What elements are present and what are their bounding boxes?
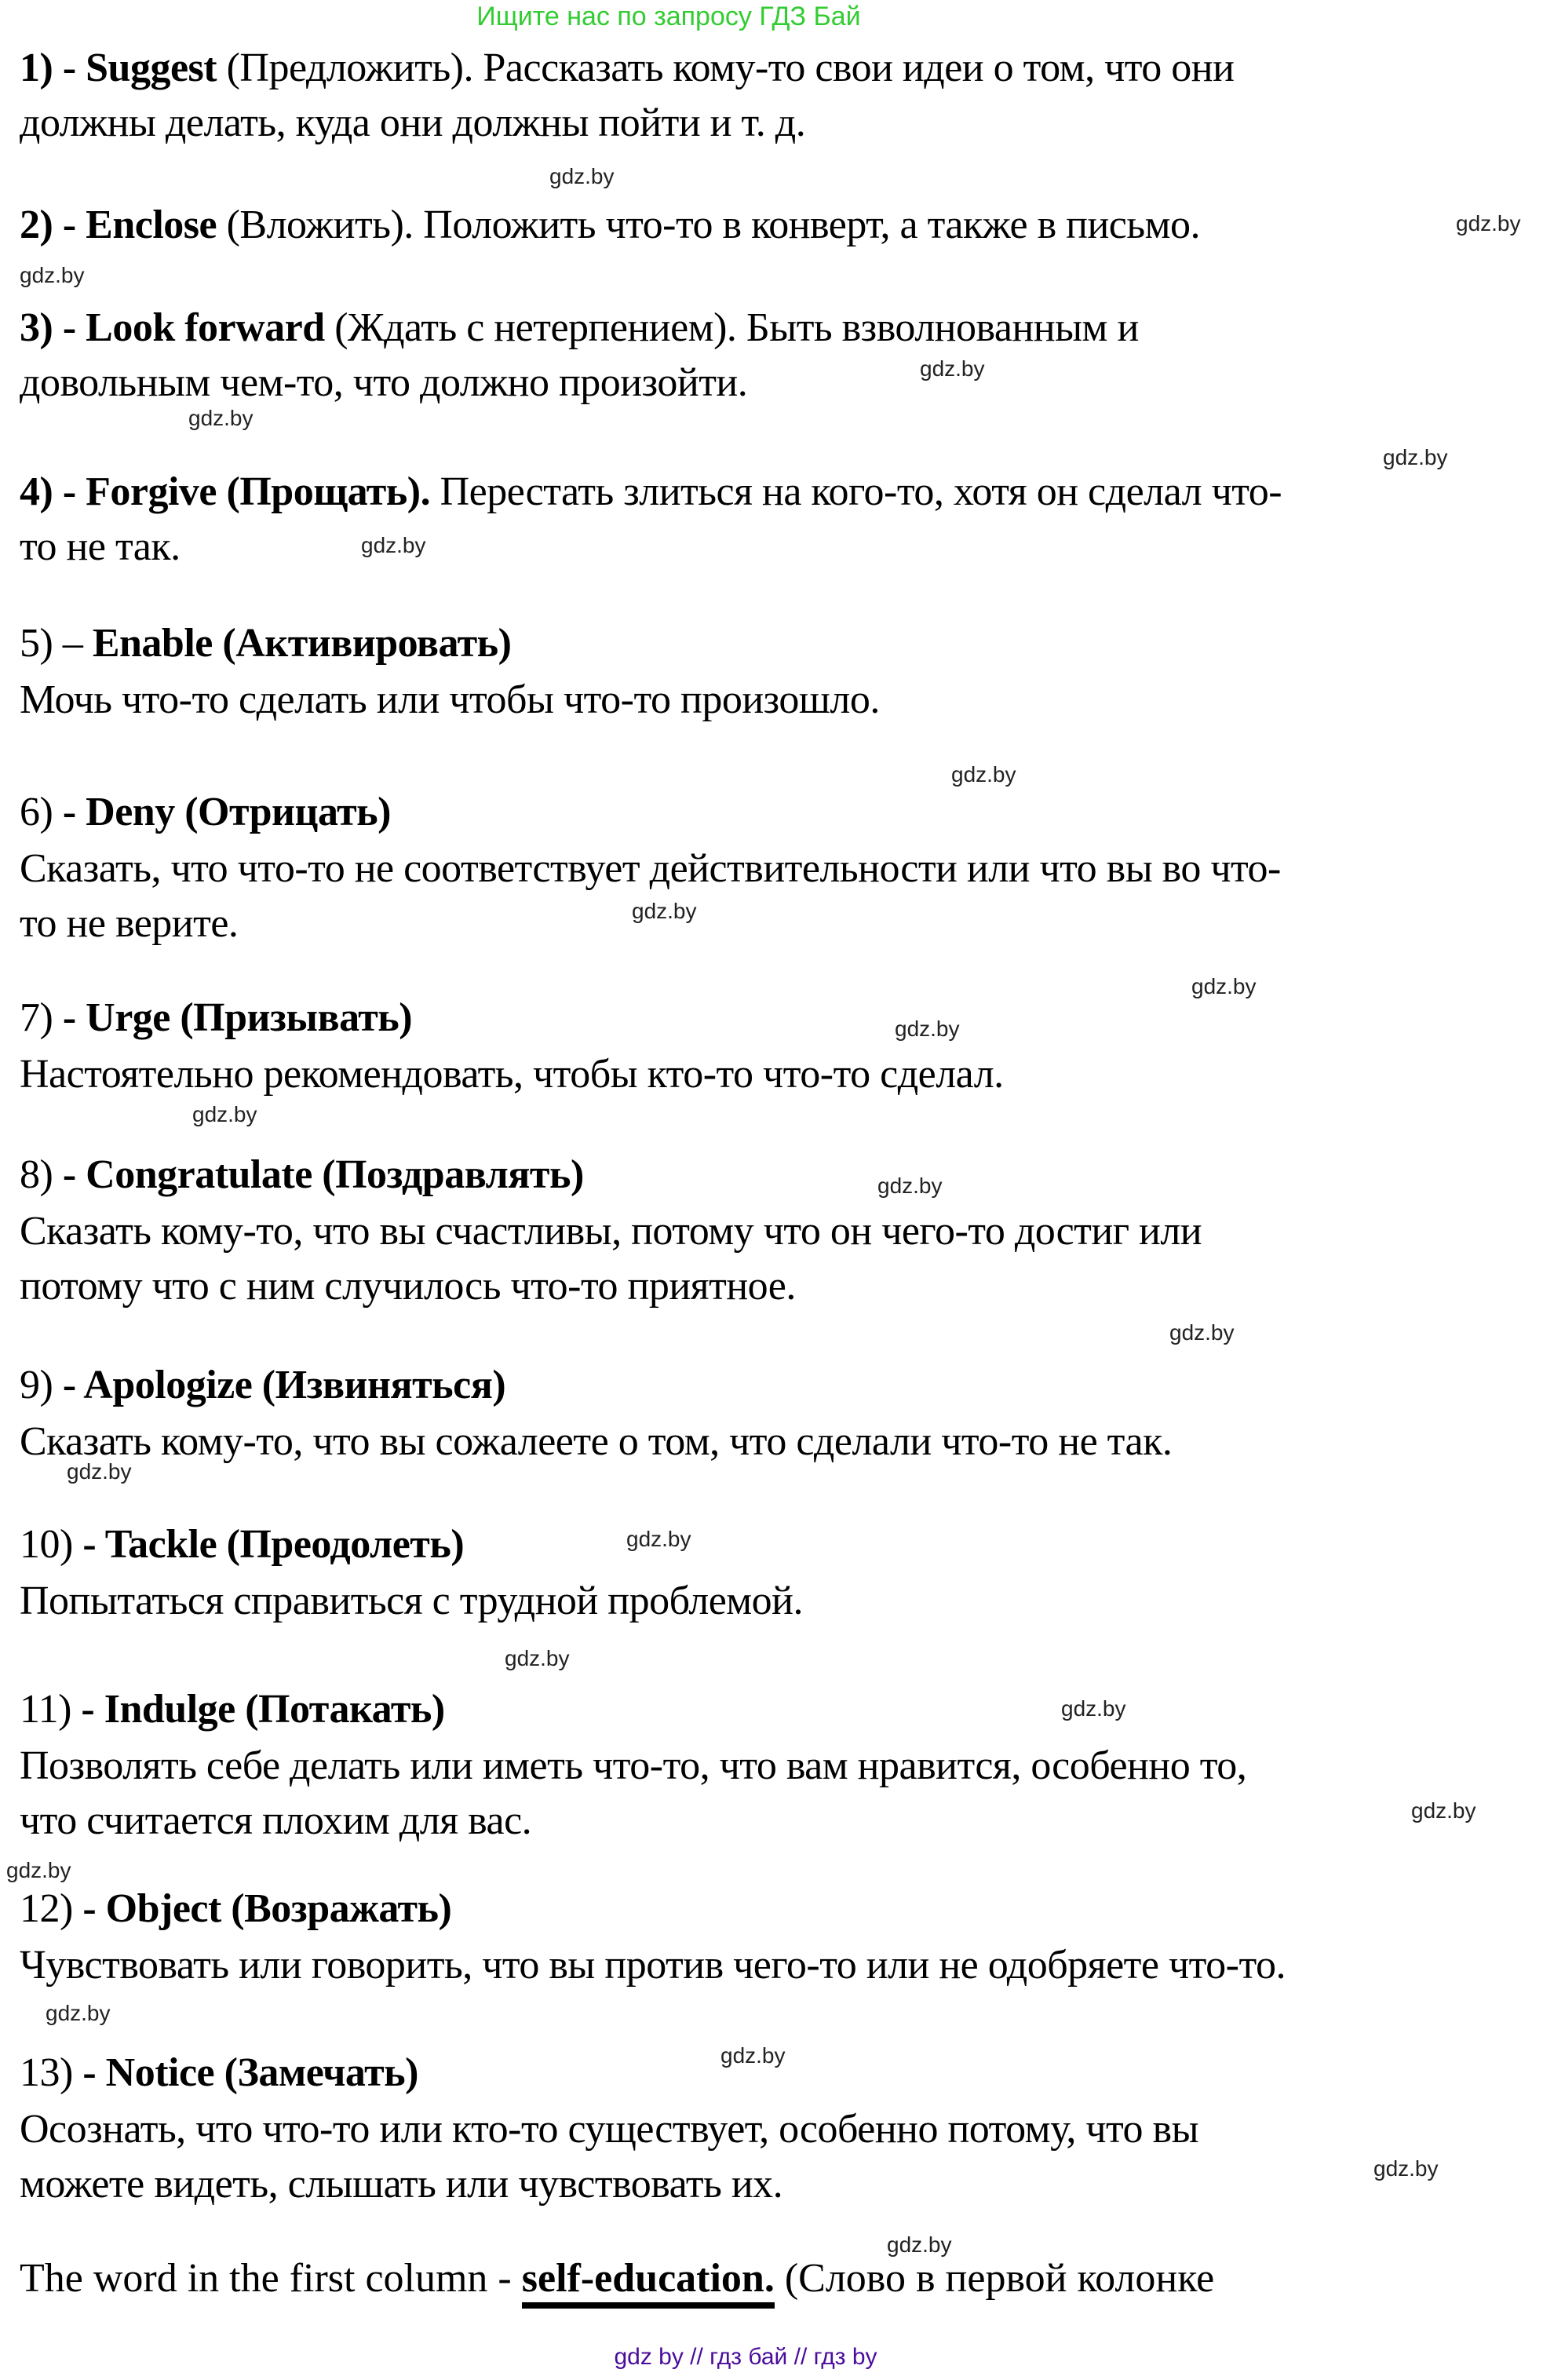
vocab-item-4 — [20, 465, 1538, 575]
item-number: 12) — [20, 1886, 83, 1931]
gdz-watermark: gdz.by — [20, 263, 85, 287]
gdz-watermark: gdz.by — [1191, 974, 1257, 998]
item-number: 5) – — [20, 621, 93, 666]
item-title — [20, 785, 1538, 840]
gdz-watermark: gdz.by — [1061, 1696, 1126, 1721]
gdz-watermark: gdz.by — [1373, 2156, 1439, 2181]
closing-sentence — [20, 2251, 1214, 2306]
closing-highlight-word: self-education. — [522, 2256, 775, 2309]
item-title — [20, 1148, 1538, 1203]
item-line — [20, 198, 1538, 253]
gdz-watermark: gdz.by — [361, 533, 426, 557]
gdz-watermark: gdz.by — [188, 406, 254, 430]
item-title — [20, 1682, 1538, 1737]
item-definition-line: Сказать, что что-то не соответствует действительности или что вы во что- — [20, 846, 1281, 891]
item-definition-line: потому что с ним случилось что-то приятное. — [20, 1264, 796, 1309]
gdz-watermark: gdz.by — [951, 762, 1016, 787]
item-term: - Apologize (Извиняться) — [62, 1363, 506, 1407]
gdz-watermark: gdz.by — [895, 1017, 960, 1041]
item-definition-line: довольным чем-то, что должно произойти. — [20, 360, 748, 405]
vocab-item-2 — [20, 198, 1538, 253]
vocab-item-6 — [20, 785, 1538, 951]
gdz-watermark: gdz.by — [1169, 1320, 1235, 1345]
item-definition-line: Мочь что-то сделать или чтобы что-то произошло. — [20, 677, 880, 722]
gdz-watermark: gdz.by — [6, 1858, 71, 1882]
item-line — [20, 301, 1538, 356]
item-title — [20, 991, 1538, 1046]
item-number: 6) — [20, 790, 63, 834]
item-number: 10) — [20, 1522, 83, 1567]
vocab-item-13 — [20, 2043, 1538, 2212]
vocab-item-3 — [20, 301, 1538, 411]
gdz-watermark: gdz.by — [1383, 445, 1448, 469]
gdz-watermark: gdz.by — [1456, 211, 1521, 235]
gdz-watermark: gdz.by — [1411, 1798, 1476, 1823]
gdz-watermark: gdz.by — [192, 1102, 257, 1126]
item-term: - Urge (Призывать) — [62, 995, 413, 1040]
item-definition-part: Рассказать кому-то свои идеи о том, что они — [483, 46, 1235, 90]
item-term: 4) - Forgive (Прощать). — [20, 469, 440, 514]
vocab-item-10 — [20, 1517, 1538, 1629]
vocab-item-11 — [20, 1682, 1538, 1849]
vocab-item-12 — [20, 1882, 1538, 1993]
item-number: 13) — [20, 2050, 83, 2095]
item-definition-line: можете видеть, слышать или чувствовать их. — [20, 2162, 783, 2207]
item-definition-line: Позволять себе делать или иметь что-то, что вам нравится, особенно то, — [20, 1743, 1247, 1788]
site-promo-banner: Ищите нас по запросу ГДЗ Бай — [476, 2, 861, 31]
item-term: - Notice (Замечать) — [82, 2050, 418, 2095]
item-number: 7) — [20, 995, 63, 1040]
item-number: 8) — [20, 1152, 63, 1197]
item-term: - Congratulate (Поздравлять) — [62, 1152, 584, 1197]
item-line — [20, 465, 1538, 520]
vocab-item-9 — [20, 1358, 1538, 1469]
item-translation: (Вложить). — [226, 203, 424, 247]
item-term: 2) - Enclose — [20, 203, 227, 247]
item-title — [20, 1517, 1538, 1572]
vocab-item-8 — [20, 1148, 1538, 1314]
item-definition-part: Перестать злиться на кого-то, хотя он сделал что- — [440, 469, 1282, 514]
item-term: - Tackle (Преодолеть) — [82, 1522, 465, 1567]
item-term: 3) - Look forward — [20, 305, 335, 350]
gdz-watermark: gdz.by — [887, 2232, 952, 2257]
item-term: - Indulge (Потакать) — [81, 1687, 445, 1732]
item-definition-line: должны делать, куда они должны пойти и т. д. — [20, 100, 806, 145]
gdz-watermark: gdz.by — [626, 1527, 691, 1551]
vocab-item-1 — [20, 41, 1538, 151]
item-number: 11) — [20, 1687, 82, 1732]
item-term: - Object (Возражать) — [82, 1886, 452, 1931]
item-definition-line: то не верите. — [20, 901, 239, 946]
item-title — [20, 1882, 1538, 1936]
gdz-watermark: gdz.by — [505, 1646, 570, 1670]
closing-suffix: (Слово в первой колонке — [774, 2256, 1215, 2301]
gdz-watermark: gdz.by — [877, 1174, 943, 1198]
gdz-watermark: gdz.by — [67, 1459, 132, 1484]
item-definition-line: Сказать кому-то, что вы сожалеете о том, что сделали что-то не так. — [20, 1419, 1173, 1464]
gdz-watermark: gdz.by — [46, 2001, 111, 2025]
gdz-watermark: gdz.by — [720, 2043, 786, 2068]
item-definition-line: то не так. — [20, 524, 181, 569]
gdz-watermark: gdz.by — [632, 899, 697, 923]
item-term: 1) - Suggest — [20, 46, 227, 90]
item-definition-line: Сказать кому-то, что вы счастливы, потому что он чего-то достиг или — [20, 1209, 1202, 1254]
item-definition-line: Осознать, что что-то или кто-то существует, особенно потому, что вы — [20, 2107, 1199, 2152]
vocab-item-5 — [20, 616, 1538, 728]
closing-prefix: The word in the first column - — [20, 2256, 522, 2301]
item-definition-line: Настоятельно рекомендовать, чтобы кто-то что-то сделал. — [20, 1052, 1004, 1097]
site-footer: gdz by // гдз бай // гдз by — [614, 2344, 877, 2370]
gdz-watermark: gdz.by — [920, 356, 985, 381]
item-definition-line: Чувствовать или говорить, что вы против чего-то или не одобряете что-то. — [20, 1943, 1286, 1988]
item-definition-line: что считается плохим для вас. — [20, 1798, 532, 1843]
vocab-item-7 — [20, 991, 1538, 1102]
gdz-watermark: gdz.by — [549, 164, 615, 188]
item-term: Enable (Активировать) — [92, 621, 512, 666]
item-definition-part: Положить что-то в конверт, а также в письмо. — [423, 203, 1201, 247]
item-number: 9) — [20, 1363, 63, 1407]
item-translation: (Ждать с нетерпением). — [334, 305, 746, 350]
item-translation: (Предложить). — [226, 46, 483, 90]
item-definition-line: Попытаться справиться с трудной проблемой. — [20, 1579, 804, 1623]
item-title — [20, 1358, 1538, 1413]
item-term: - Deny (Отрицать) — [62, 790, 391, 834]
item-title — [20, 616, 1538, 671]
item-line — [20, 41, 1538, 96]
item-definition-part: Быть взволнованным и — [746, 305, 1139, 350]
